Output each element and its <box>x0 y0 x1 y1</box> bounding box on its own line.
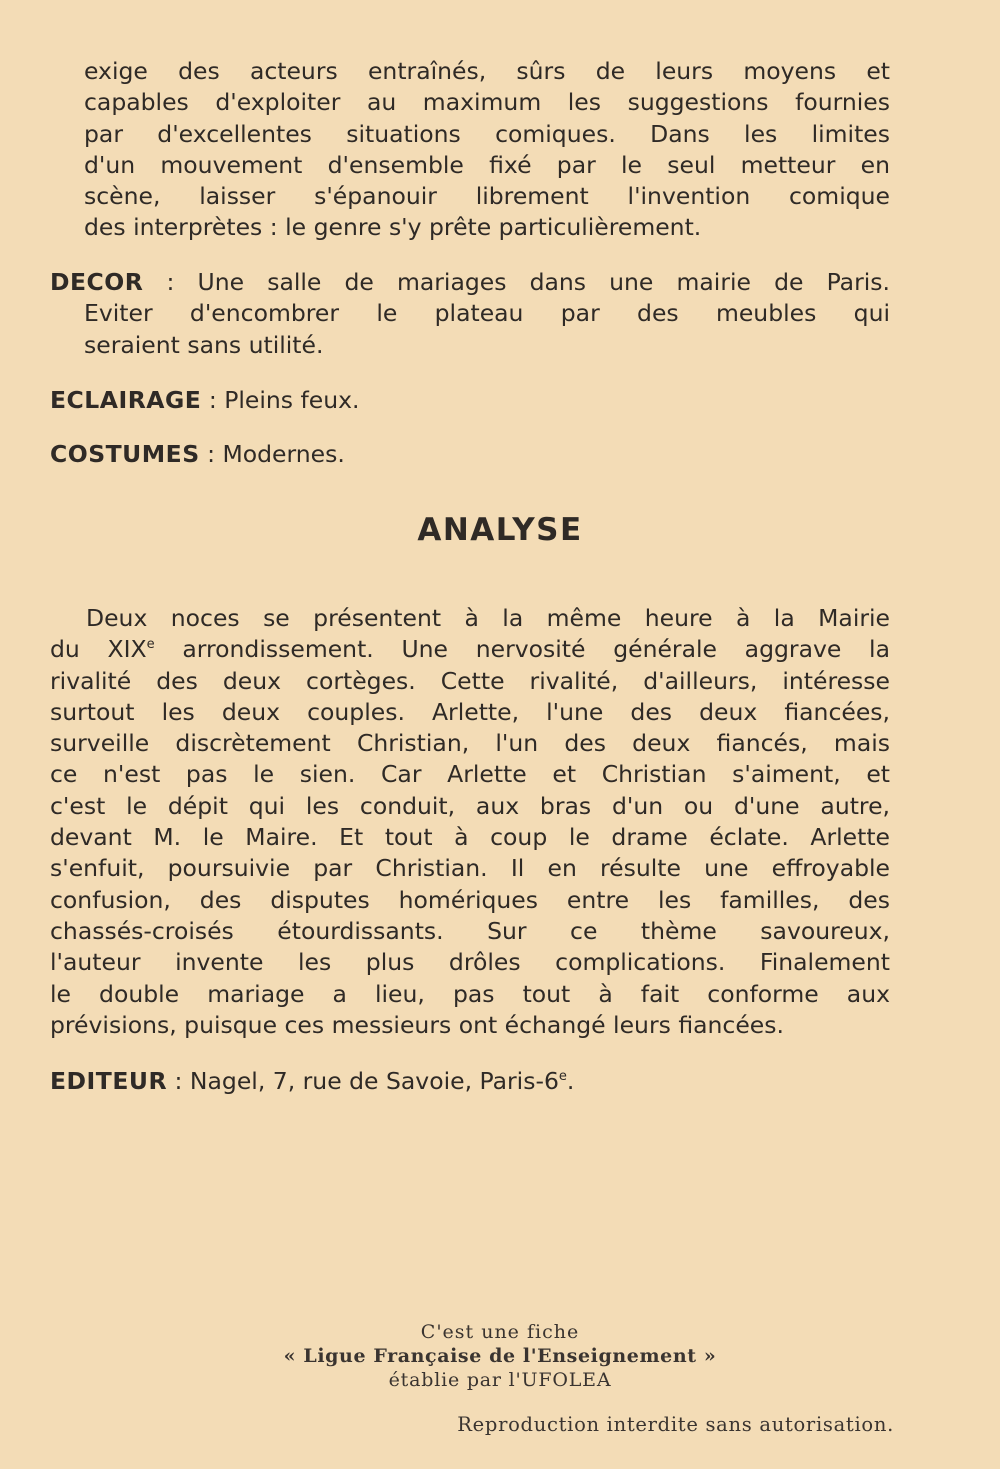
text-line: devant M. le Maire. Et tout à coup le drame éclate. Arlette <box>50 823 890 852</box>
text-line: seraient sans utilité. <box>84 330 324 359</box>
eclairage-value: : Pleins feux. <box>201 386 360 414</box>
decor-first-line <box>50 267 890 298</box>
editeur-value: : Nagel, 7, rue de Savoie, Paris-6 <box>167 1067 559 1095</box>
footer-line: C'est une fiche <box>420 1321 580 1343</box>
section-title: ANALYSE <box>417 512 583 548</box>
text-line: l'auteur invente les plus drôles complications. Finalement <box>50 948 890 977</box>
costumes-label: COSTUMES <box>50 440 200 468</box>
text-line: s'enfuit, poursuivie par Christian. Il en résulte une effroyable <box>50 854 890 883</box>
costumes-field <box>50 439 345 470</box>
text-line: des interprètes : le genre s'y prête particulièrement. <box>84 213 702 242</box>
text-line: surveille discrètement Christian, l'un des deux fiancés, mais <box>50 729 890 758</box>
eclairage-field <box>50 385 360 416</box>
text-line: Eviter d'encombrer le plateau par des meubles qui <box>84 299 890 328</box>
costumes-value: : Modernes. <box>199 440 345 468</box>
analyse-paragraph <box>50 603 890 1041</box>
text-line: chassés-croisés étourdissants. Sur ce thème savoureux, <box>50 916 890 945</box>
eclairage-label: ECLAIRAGE <box>50 386 202 414</box>
decor-label: DECOR <box>50 268 144 296</box>
decor-field <box>50 267 890 361</box>
text-line: ce n'est pas le sien. Car Arlette et Christian s'aiment, et <box>50 760 890 789</box>
editeur-field <box>50 1066 574 1097</box>
text-line: rivalité des deux cortèges. Cette rivalité, d'ailleurs, intéresse <box>50 666 890 695</box>
text-line: par d'excellentes situations comiques. Dans les limites <box>84 119 890 148</box>
text-line: scène, laisser s'épanouir librement l'invention comique <box>84 182 890 211</box>
text-line: capables d'exploiter au maximum les suggestions fournies <box>84 88 890 117</box>
text-line: confusion, des disputes homériques entre les familles, des <box>50 885 890 914</box>
superscript: e <box>146 637 155 653</box>
text-line: surtout les deux couples. Arlette, l'une des deux fiancées, <box>50 697 890 726</box>
editeur-end: . <box>566 1067 575 1095</box>
text-fragment: du XIX <box>50 635 147 664</box>
text-line: Deux noces se présentent à la même heure à la Mairie <box>86 604 890 632</box>
editeur-label: EDITEUR <box>50 1067 168 1095</box>
footer-line: « Ligue Française de l'Enseignement » <box>283 1345 717 1367</box>
text-fragment: arrondissement. Une nervosité générale aggrave la <box>154 635 890 664</box>
footer-line: établie par l'UFOLEA <box>388 1369 612 1391</box>
text-line: exige des acteurs entraînés, sûrs de leurs moyens et <box>84 57 890 85</box>
superscript: e <box>558 1069 567 1084</box>
text-line: c'est le dépit qui les conduit, aux bras d'un ou d'une autre, <box>50 791 890 820</box>
decor-continuation <box>50 298 890 361</box>
reproduction-notice: Reproduction interdite sans autorisation. <box>457 1413 894 1436</box>
text-line <box>50 634 890 665</box>
text-line: d'un mouvement d'ensemble fixé par le seul metteur en <box>84 150 890 179</box>
text-line: le double mariage a lieu, pas tout à fait conforme aux <box>50 979 890 1008</box>
decor-value: : Une salle de mariages dans une mairie de Paris. <box>143 268 890 296</box>
text-line: prévisions, puisque ces messieurs ont échangé leurs fiancées. <box>50 1010 784 1039</box>
intro-paragraph <box>84 56 890 244</box>
